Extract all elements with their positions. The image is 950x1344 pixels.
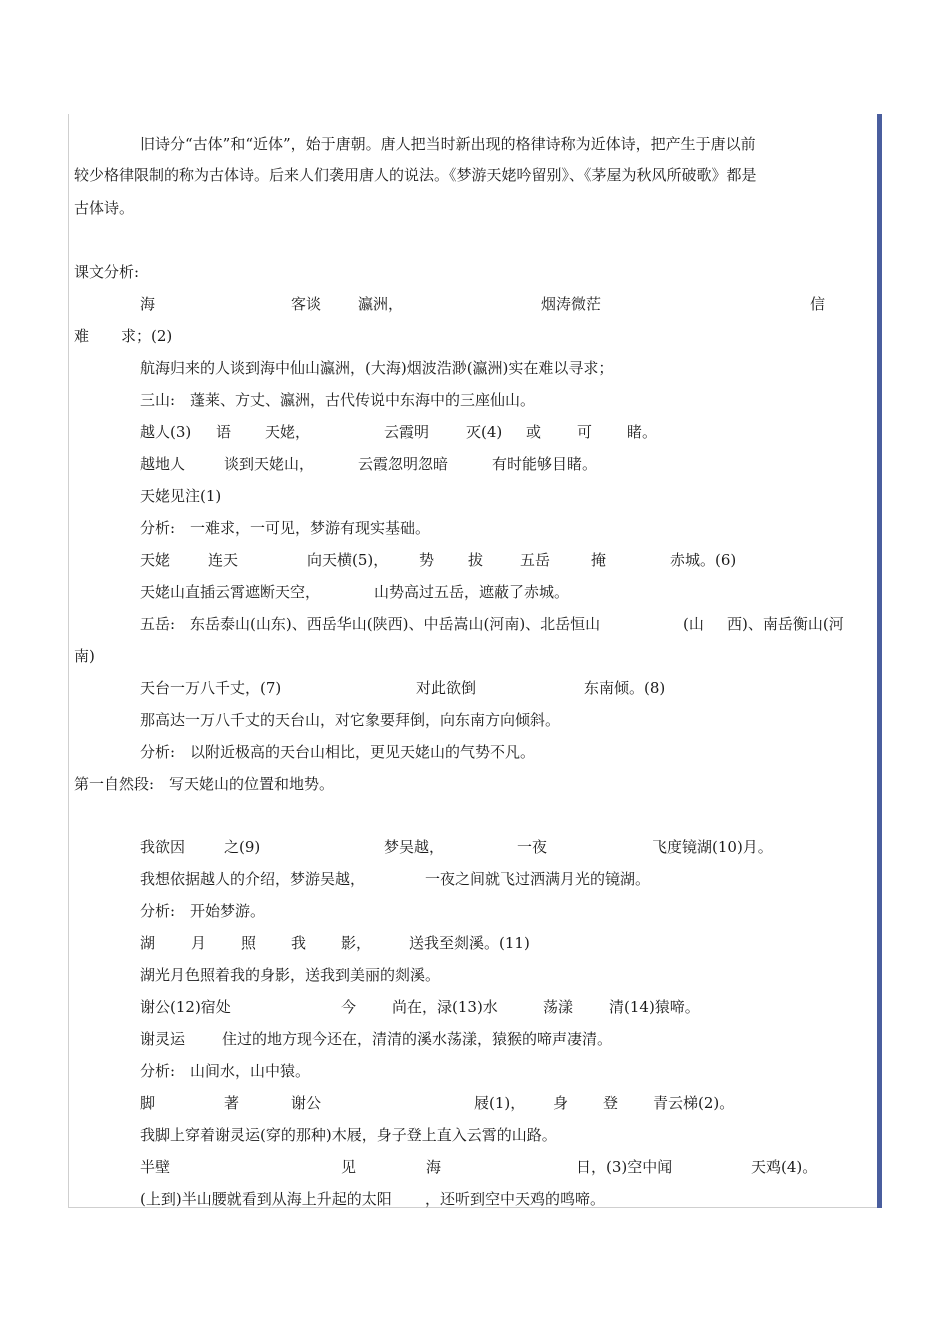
segment: 瀛洲， [358,295,404,313]
segment: 有时能够目睹。 [492,455,598,473]
segment: 身 [553,1094,569,1112]
segment: ，还听到空中天鸡的鸣啼。 [425,1190,606,1208]
segment: (上到)半山腰就看到从海上升起的太阳 [140,1190,392,1208]
segment: 求；(2) [121,327,173,345]
segment: 登 [603,1094,619,1112]
segment: 掩 [591,551,607,569]
section-title: 课文分析: [74,263,140,281]
segment: 著 [224,1094,240,1112]
segment: 尚在，渌(13)水 [392,998,498,1016]
analysis-line: 分析: 一难求，一可见，梦游有现实基础。 [140,519,431,537]
segment: 对此欲倒 [416,679,477,697]
segment: 一夜之间就飞过洒满月光的镜湖。 [425,870,651,888]
translation-line: 湖光月色照着我的身影，送我到美丽的剡溪。 [140,966,441,984]
segment: 我欲因 [140,838,186,856]
segment: 海 [426,1158,442,1176]
segment: 清(14)猿啼。 [609,998,700,1016]
segment: 越地人 [140,455,186,473]
intro-line-3: 古体诗。 [74,199,135,217]
segment: 向天横(5)， [307,551,389,569]
segment: 谢公(12)宿处 [140,998,231,1016]
intro-line-2: 较少格律限制的称为古体诗。后来人们袭用唐人的说法。《梦游天姥吟留别》、《茅屋为秋风所破歌》都是 [74,166,757,184]
segment: 天姥山直插云霄遮断天空， [140,583,321,601]
segment: 连天 [208,551,239,569]
segment: 屐(1)， [474,1094,526,1112]
note-line: 三山: 蓬莱、方丈、瀛洲，古代传说中东海中的三座仙山。 [140,391,536,409]
segment: 飞度镜湖(10)月。 [652,838,773,856]
segment: 一夜 [517,838,548,856]
segment: 住过的地方现今还在，清清的溪水荡漾，猿猴的啼声凄清。 [222,1030,613,1048]
segment: 五岳: 东岳泰山(山东)、西岳华山(陕西)、中岳嵩山(河南)、北岳恒山 [140,615,601,633]
segment: 之(9) [224,838,261,856]
segment: 东南倾。(8) [584,679,666,697]
segment: 可 [577,423,593,441]
segment: 影， [341,934,372,952]
translation-line: 航海归来的人谈到海中仙山瀛洲，(大海)烟波浩渺(瀛洲)实在难以寻求； [140,359,614,377]
segment: 势 [419,551,435,569]
segment: 送我至剡溪。(11) [409,934,530,952]
segment: 我想依据越人的介绍，梦游吴越， [140,870,366,888]
segment: 谢灵运 [140,1030,186,1048]
segment: 山势高过五岳，遮蔽了赤城。 [374,583,570,601]
segment: 海 [140,295,156,313]
segment: 烟涛微茫 [541,295,602,313]
segment: 五岳 [520,551,551,569]
segment: 天姥 [140,551,171,569]
segment: 西)、南岳衡山(河 [727,615,844,633]
segment: 越人(3) [140,423,192,441]
segment: 灭(4) [466,423,503,441]
note-wuyue-cont: 南) [74,647,95,665]
segment: 谢公 [291,1094,322,1112]
segment: 云霞明 [384,423,430,441]
segment: 脚 [140,1094,156,1112]
segment: 照 [241,934,257,952]
segment: 见 [341,1158,357,1176]
segment: 或 [526,423,542,441]
segment: 客谈 [291,295,322,313]
segment: 难 [74,327,90,345]
segment: (山 [683,615,704,633]
segment: 荡漾 [543,998,574,1016]
segment: 天鸡(4)。 [751,1158,818,1176]
segment: 月 [191,934,207,952]
analysis-line: 分析: 开始梦游。 [140,902,266,920]
segment: 梦吴越， [384,838,445,856]
translation-line: 那高达一万八千丈的天台山，对它象要拜倒，向东南方向倾斜。 [140,711,561,729]
intro-line-1: 旧诗分“古体”和“近体”，始于唐朝。唐人把当时新出现的格律诗称为近体诗，把产生于唐以前 [140,135,756,153]
segment: 信 [810,295,826,313]
segment: 拔 [468,551,484,569]
segment: 天姥， [265,423,311,441]
segment: 湖 [140,934,156,952]
segment: 今 [341,998,357,1016]
segment: 日，(3)空中闻 [576,1158,673,1176]
analysis-line: 分析: 山间水，山中猿。 [140,1062,311,1080]
segment: 云霞忽明忽暗 [358,455,449,473]
segment: 谈到天姥山， [224,455,315,473]
paragraph-summary: 第一自然段: 写天姥山的位置和地势。 [74,775,335,793]
segment: 天台一万八千丈，(7) [140,679,282,697]
segment: 赤城。(6) [670,551,737,569]
segment: 青云梯(2)。 [653,1094,735,1112]
translation-line: 我脚上穿着谢灵运(穿的那种)木屐，身子登上直入云霄的山路。 [140,1126,557,1144]
right-margin-bar [877,114,882,1208]
analysis-line: 分析: 以附近极高的天台山相比，更见天姥山的气势不凡。 [140,743,536,761]
note-line: 天姥见注(1) [140,487,222,505]
segment: 半壁 [140,1158,171,1176]
segment: 睹。 [627,423,658,441]
segment: 语 [216,423,232,441]
segment: 我 [291,934,307,952]
